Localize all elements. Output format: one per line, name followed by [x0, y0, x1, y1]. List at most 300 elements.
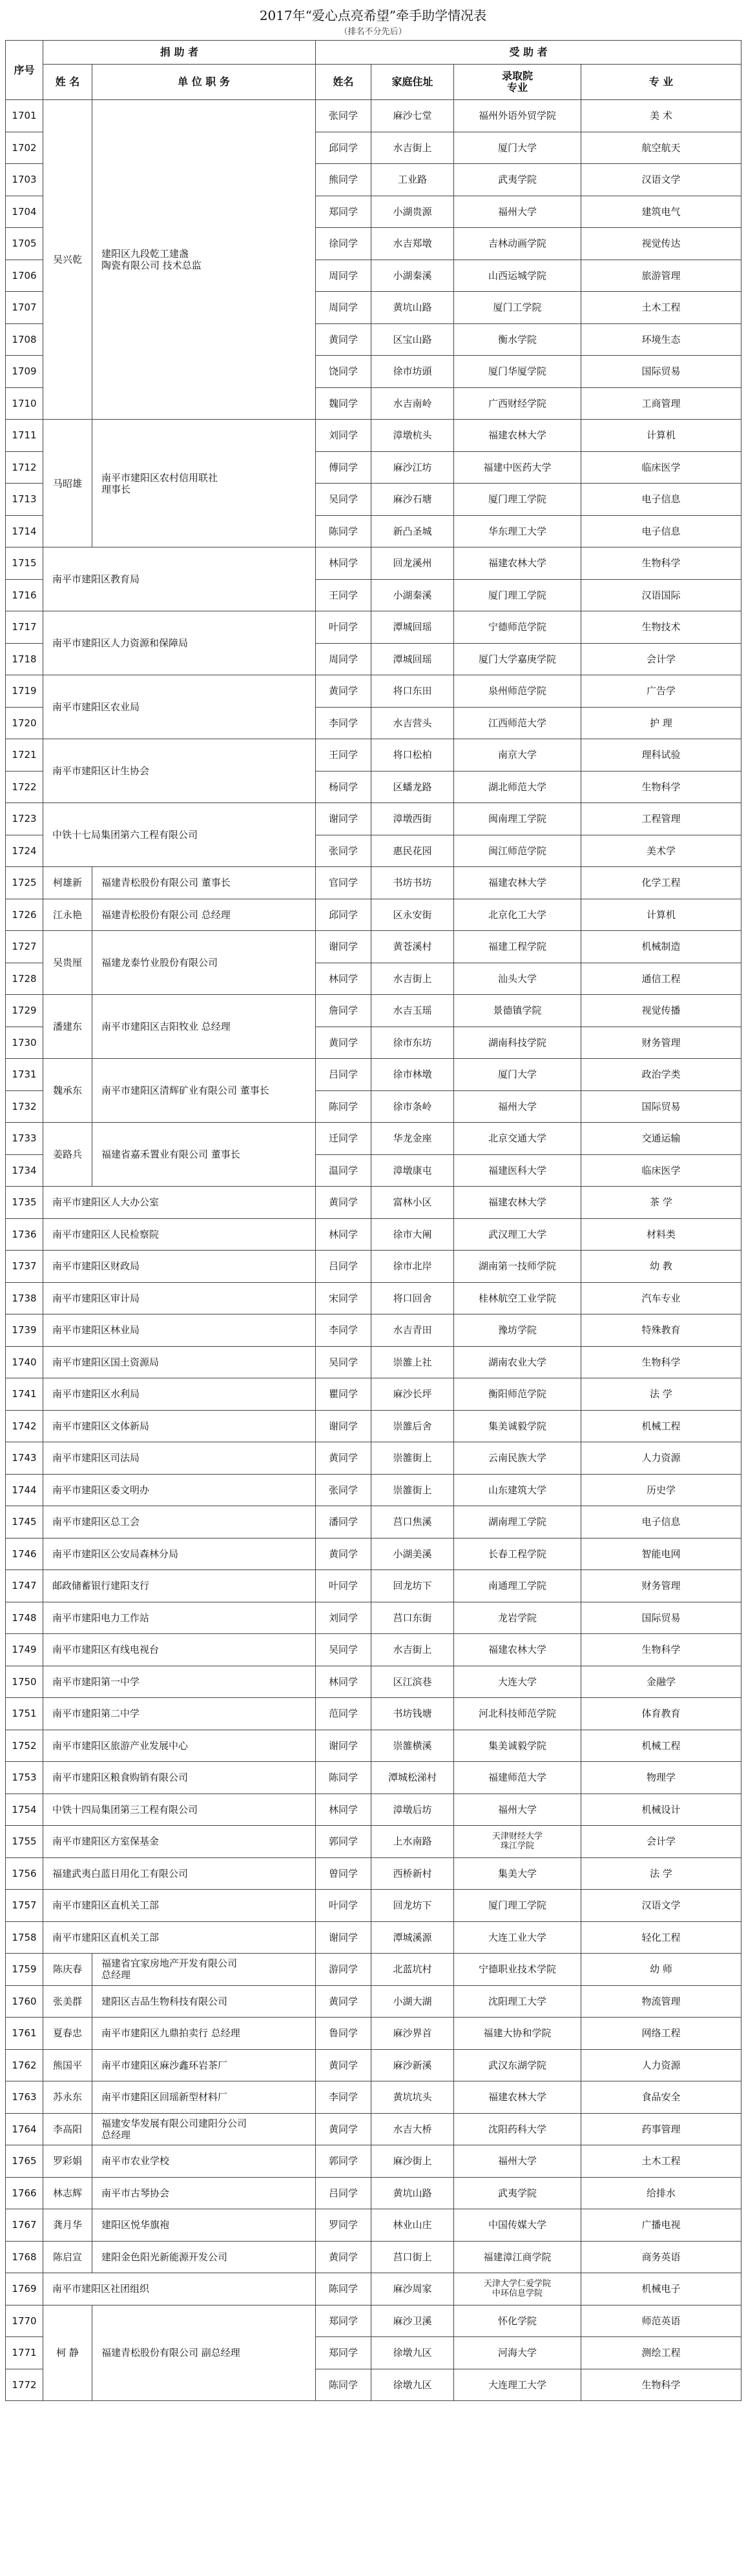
recipient-major: 生物科学 — [581, 771, 741, 803]
donor-name: 苏永东 — [43, 2081, 92, 2114]
recipient-school: 湖南理工学院 — [454, 1506, 581, 1538]
donor-org: 南平市农业学校 — [92, 2145, 316, 2178]
recipient-name: 曾同学 — [316, 1857, 371, 1890]
donor-name: 陈启宣 — [43, 2241, 92, 2273]
donor-org: 建阳金色阳光新能源开发公司 — [92, 2241, 316, 2273]
recipient-name: 吕同学 — [316, 1059, 371, 1091]
recipient-name: 黄同学 — [316, 1442, 371, 1475]
recipient-school: 福建大协和学院 — [454, 2018, 581, 2050]
row-seq: 1763 — [6, 2081, 43, 2114]
recipient-major: 环境生态 — [581, 323, 741, 356]
table-row — [6, 1730, 741, 1762]
recipient-name: 叶同学 — [316, 611, 371, 644]
recipient-major: 体育教育 — [581, 1698, 741, 1730]
row-seq: 1725 — [6, 867, 43, 899]
recipient-name: 詹同学 — [316, 995, 371, 1027]
recipient-name: 李同学 — [316, 1314, 371, 1347]
donor-org: 南平市建阳第一中学 — [43, 1666, 316, 1698]
row-seq: 1708 — [6, 323, 43, 356]
recipient-school: 沈阳理工大学 — [454, 1985, 581, 2018]
recipient-name: 吴同学 — [316, 1634, 371, 1666]
recipient-address: 西桥新村 — [371, 1857, 454, 1890]
row-seq: 1705 — [6, 228, 43, 260]
recipient-name: 周同学 — [316, 260, 371, 292]
recipient-address: 小湖美溪 — [371, 1538, 454, 1570]
recipient-major: 临床医学 — [581, 451, 741, 484]
recipient-name: 范同学 — [316, 1698, 371, 1730]
table-row — [6, 2177, 741, 2209]
donor-org: 福建省宜家房地产开发有限公司 总经理 — [92, 1954, 316, 1986]
table-row — [6, 2049, 741, 2081]
table-row — [6, 1857, 741, 1890]
recipient-address: 莒口焦溪 — [371, 1506, 454, 1538]
recipient-address: 徐市东坊 — [371, 1027, 454, 1059]
recipient-major: 机械工程 — [581, 1730, 741, 1762]
recipient-address: 漳墩杭头 — [371, 420, 454, 452]
recipient-name: 黄同学 — [316, 1538, 371, 1570]
recipient-school: 豫坊学院 — [454, 1314, 581, 1347]
donor-org: 福建青松股份有限公司 副总经理 — [92, 2305, 316, 2401]
recipient-name: 熊同学 — [316, 164, 371, 196]
recipient-school: 武夷学院 — [454, 2177, 581, 2209]
recipient-major: 旅游管理 — [581, 260, 741, 292]
row-seq: 1713 — [6, 484, 43, 516]
row-seq: 1741 — [6, 1378, 43, 1411]
recipient-address: 水吉玉瑶 — [371, 995, 454, 1027]
row-seq: 1762 — [6, 2049, 43, 2081]
row-seq: 1731 — [6, 1059, 43, 1091]
row-seq: 1730 — [6, 1027, 43, 1059]
recipient-address: 麻沙江坊 — [371, 451, 454, 484]
recipient-major: 国际贸易 — [581, 1090, 741, 1123]
table-row — [6, 1187, 741, 1219]
recipient-school: 福建农林大学 — [454, 547, 581, 580]
recipient-name: 饶同学 — [316, 356, 371, 388]
recipient-school: 厦门理工学院 — [454, 484, 581, 516]
donor-name: 魏承东 — [43, 1059, 92, 1123]
donor-org: 中铁十七局集团第六工程有限公司 — [43, 803, 316, 867]
col-header-donor-name: 姓 名 — [43, 65, 92, 100]
row-seq: 1752 — [6, 1730, 43, 1762]
recipient-school: 福州大学 — [454, 2145, 581, 2178]
recipient-school: 汕头大学 — [454, 963, 581, 995]
table-row — [6, 2209, 741, 2242]
donor-org: 福建省嘉禾置业有限公司 董事长 — [92, 1123, 316, 1187]
recipient-major: 人力资源 — [581, 1442, 741, 1475]
donor-org: 建阳区九段乾工建盏 陶瓷有限公司 技术总监 — [92, 100, 316, 420]
recipient-name: 鲁同学 — [316, 2018, 371, 2050]
donor-org: 南平市建阳区计生协会 — [43, 739, 316, 803]
row-seq: 1715 — [6, 547, 43, 580]
recipient-address: 小湖秦溪 — [371, 260, 454, 292]
donor-org: 南平市建阳区直机关工部 — [43, 1921, 316, 1954]
row-seq: 1742 — [6, 1410, 43, 1442]
recipient-school: 厦门理工学院 — [454, 1890, 581, 1922]
recipient-school: 宁德职业技术学院 — [454, 1954, 581, 1986]
donor-name: 柯雄新 — [43, 867, 92, 899]
col-header-name: 姓名 — [316, 65, 371, 100]
recipient-school: 大连理工大学 — [454, 2369, 581, 2401]
donor-org: 南平市建阳区农村信用联社 理事长 — [92, 420, 316, 547]
recipient-name: 吴同学 — [316, 484, 371, 516]
row-seq: 1734 — [6, 1154, 43, 1187]
recipient-name: 张同学 — [316, 835, 371, 867]
donor-name: 陈庆春 — [43, 1954, 92, 1986]
donor-name: 熊国平 — [43, 2049, 92, 2081]
table-row — [6, 611, 741, 644]
table-row — [6, 2273, 741, 2305]
recipient-name: 黄同学 — [316, 2113, 371, 2145]
recipient-address: 黄坑山路 — [371, 292, 454, 324]
table-row — [6, 1634, 741, 1666]
row-seq: 1744 — [6, 1474, 43, 1506]
row-seq: 1716 — [6, 579, 43, 611]
page-subtitle: （排名不分先后） — [339, 27, 407, 37]
recipient-name: 黄同学 — [316, 1985, 371, 2018]
recipient-address: 区宝山路 — [371, 323, 454, 356]
donor-org: 福建武夷白蓝日用化工有限公司 — [43, 1857, 316, 1890]
table-row — [6, 1059, 741, 1091]
donor-org: 南平市建阳区司法局 — [43, 1442, 316, 1475]
table-row — [6, 1826, 741, 1858]
recipient-major: 网络工程 — [581, 2018, 741, 2050]
table-row — [6, 1985, 741, 2018]
recipient-address: 莒口街上 — [371, 2241, 454, 2273]
donor-name: 罗彩娟 — [43, 2145, 92, 2178]
table-row — [6, 100, 741, 132]
table-row — [6, 1410, 741, 1442]
recipient-major: 生物科学 — [581, 1634, 741, 1666]
table-row — [6, 1602, 741, 1634]
recipient-major: 历史学 — [581, 1474, 741, 1506]
table-row — [6, 739, 741, 772]
recipient-name: 黄同学 — [316, 2241, 371, 2273]
recipient-name: 郑同学 — [316, 2337, 371, 2369]
recipient-school: 南京大学 — [454, 739, 581, 772]
recipient-school: 湖南科技学院 — [454, 1027, 581, 1059]
recipient-school: 集美大学 — [454, 1857, 581, 1890]
table-row — [6, 1921, 741, 1954]
recipient-school: 云南民族大学 — [454, 1442, 581, 1475]
col-header-donor-group: 捐 助 者 — [43, 41, 316, 65]
donor-name: 林志辉 — [43, 2177, 92, 2209]
table-row — [6, 2241, 741, 2273]
recipient-name: 温同学 — [316, 1154, 371, 1187]
row-seq: 1729 — [6, 995, 43, 1027]
recipient-address: 水吉郑墩 — [371, 228, 454, 260]
recipient-school: 福建农林大学 — [454, 867, 581, 899]
recipient-address: 麻沙界首 — [371, 2018, 454, 2050]
table-row — [6, 899, 741, 931]
recipient-name: 迁同学 — [316, 1123, 371, 1155]
row-seq: 1703 — [6, 164, 43, 196]
recipient-address: 小湖秦溪 — [371, 579, 454, 611]
row-seq: 1739 — [6, 1314, 43, 1347]
recipient-school: 福建农林大学 — [454, 1634, 581, 1666]
recipient-name: 张同学 — [316, 100, 371, 132]
table-row — [6, 547, 741, 580]
recipient-name: 王同学 — [316, 739, 371, 772]
table-row — [6, 420, 741, 452]
donor-org: 南平市建阳区财政局 — [43, 1251, 316, 1283]
recipient-name: 李同学 — [316, 707, 371, 739]
recipient-address: 徐市林墩 — [371, 1059, 454, 1091]
recipient-name: 林同学 — [316, 1794, 371, 1826]
row-seq: 1728 — [6, 963, 43, 995]
recipient-address: 麻沙长坪 — [371, 1378, 454, 1411]
recipient-major: 食品安全 — [581, 2081, 741, 2114]
table-row — [6, 995, 741, 1027]
row-seq: 1736 — [6, 1218, 43, 1251]
recipient-address: 工业路 — [371, 164, 454, 196]
row-seq: 1770 — [6, 2305, 43, 2337]
recipient-major: 交通运输 — [581, 1123, 741, 1155]
recipient-address: 麻沙石塘 — [371, 484, 454, 516]
donor-org: 南平市建阳区九鼎拍卖行 总经理 — [92, 2018, 316, 2050]
donor-org: 南平市建阳区总工会 — [43, 1506, 316, 1538]
table-row — [6, 1954, 741, 1986]
row-seq: 1727 — [6, 931, 43, 963]
row-seq: 1704 — [6, 196, 43, 228]
recipient-address: 区蟠龙路 — [371, 771, 454, 803]
recipient-name: 王同学 — [316, 579, 371, 611]
table-row — [6, 1538, 741, 1570]
table-row — [6, 1762, 741, 1794]
recipient-name: 傅同学 — [316, 451, 371, 484]
row-seq: 1711 — [6, 420, 43, 452]
donor-org: 建阳区吉品生物科技有限公司 — [92, 1985, 316, 2018]
recipient-school: 厦门理工学院 — [454, 579, 581, 611]
row-seq: 1756 — [6, 1857, 43, 1890]
row-seq: 1726 — [6, 899, 43, 931]
row-seq: 1750 — [6, 1666, 43, 1698]
recipient-major: 给排水 — [581, 2177, 741, 2209]
recipient-major: 广告学 — [581, 675, 741, 708]
donor-org: 福建安华发展有限公司建阳分公司 总经理 — [92, 2113, 316, 2145]
recipient-address: 将口回舍 — [371, 1282, 454, 1314]
table-row — [6, 2305, 741, 2337]
recipient-major: 化学工程 — [581, 867, 741, 899]
row-seq: 1767 — [6, 2209, 43, 2242]
recipient-school: 厦门大学 — [454, 1059, 581, 1091]
recipient-major: 生物技术 — [581, 611, 741, 644]
donor-org: 南平市建阳区水利局 — [43, 1378, 316, 1411]
col-header-seq: 序号 — [6, 41, 43, 100]
recipient-school: 福建农林大学 — [454, 2081, 581, 2114]
recipient-major: 财务管理 — [581, 1570, 741, 1602]
table-row — [6, 1794, 741, 1826]
recipient-address: 水吉青田 — [371, 1314, 454, 1347]
donor-org: 中铁十四局集团第三工程有限公司 — [43, 1794, 316, 1826]
recipient-school: 厦门大学 — [454, 132, 581, 164]
donor-org: 邮政储蓄银行建阳支行 — [43, 1570, 316, 1602]
recipient-name: 陈同学 — [316, 2369, 371, 2401]
recipient-school: 华东理工大学 — [454, 515, 581, 547]
recipient-major: 生物科学 — [581, 2369, 741, 2401]
recipient-address: 林业山庄 — [371, 2209, 454, 2242]
recipient-major: 电子信息 — [581, 484, 741, 516]
table-row — [6, 803, 741, 835]
recipient-address: 回龙溪州 — [371, 547, 454, 580]
recipient-name: 周同学 — [316, 643, 371, 675]
recipient-name: 吕同学 — [316, 1251, 371, 1283]
donor-org: 南平市建阳区文体新局 — [43, 1410, 316, 1442]
recipient-major: 测绘工程 — [581, 2337, 741, 2369]
recipient-address: 将口东田 — [371, 675, 454, 708]
recipient-school: 吉林动画学院 — [454, 228, 581, 260]
table-body — [6, 100, 741, 2401]
table-row — [6, 1314, 741, 1347]
donor-org: 南平市建阳区人力资源和保障局 — [43, 611, 316, 675]
col-header-address: 家庭住址 — [371, 65, 454, 100]
recipient-address: 水吉营头 — [371, 707, 454, 739]
recipient-school: 武夷学院 — [454, 164, 581, 196]
recipient-address: 北蓝坑村 — [371, 1954, 454, 1986]
row-seq: 1766 — [6, 2177, 43, 2209]
recipient-major: 电子信息 — [581, 515, 741, 547]
table-row — [6, 2018, 741, 2050]
donor-org: 南平市建阳区社团组织 — [43, 2273, 316, 2305]
row-seq: 1733 — [6, 1123, 43, 1155]
donor-name: 张美群 — [43, 1985, 92, 2018]
recipient-school: 福州大学 — [454, 1090, 581, 1123]
recipient-school: 湖南第一技师学院 — [454, 1251, 581, 1283]
recipient-address: 徐市坊頭 — [371, 356, 454, 388]
recipient-name: 周同学 — [316, 292, 371, 324]
recipient-major: 工程管理 — [581, 803, 741, 835]
row-seq: 1710 — [6, 387, 43, 420]
recipient-major: 生物科学 — [581, 547, 741, 580]
recipient-major: 人力资源 — [581, 2049, 741, 2081]
recipient-address: 区江滨巷 — [371, 1666, 454, 1698]
recipient-major: 汉语文学 — [581, 1890, 741, 1922]
recipient-major: 机械制造 — [581, 931, 741, 963]
recipient-address: 徐墩九区 — [371, 2337, 454, 2369]
recipient-name: 张同学 — [316, 1474, 371, 1506]
recipient-school: 沈阳药科大学 — [454, 2113, 581, 2145]
table-row — [6, 1698, 741, 1730]
row-seq: 1760 — [6, 1985, 43, 2018]
recipient-major: 机械工程 — [581, 1410, 741, 1442]
row-seq: 1765 — [6, 2145, 43, 2178]
recipient-major: 国际贸易 — [581, 1602, 741, 1634]
recipient-name: 谢同学 — [316, 1410, 371, 1442]
row-seq: 1751 — [6, 1698, 43, 1730]
recipient-address: 黄坑山路 — [371, 2177, 454, 2209]
recipient-major: 轻化工程 — [581, 1921, 741, 1954]
row-seq: 1702 — [6, 132, 43, 164]
recipient-school: 福建农林大学 — [454, 420, 581, 452]
recipient-major: 电子信息 — [581, 1506, 741, 1538]
row-seq: 1759 — [6, 1954, 43, 1986]
row-seq: 1735 — [6, 1187, 43, 1219]
recipient-name: 邱同学 — [316, 132, 371, 164]
row-seq: 1721 — [6, 739, 43, 772]
recipient-address: 书坊钱塘 — [371, 1698, 454, 1730]
recipient-school: 河海大学 — [454, 2337, 581, 2369]
recipient-school: 福建中医药大学 — [454, 451, 581, 484]
donor-org: 南平市建阳区清辉矿业有限公司 董事长 — [92, 1059, 316, 1123]
recipient-name: 刘同学 — [316, 1602, 371, 1634]
recipient-school: 福建农林大学 — [454, 1187, 581, 1219]
recipient-address: 黄坑坑头 — [371, 2081, 454, 2114]
recipient-address: 徐市条岭 — [371, 1090, 454, 1123]
row-seq: 1772 — [6, 2369, 43, 2401]
donor-name: 潘建东 — [43, 995, 92, 1059]
recipient-address: 华龙金座 — [371, 1123, 454, 1155]
recipient-address: 麻沙卫溪 — [371, 2305, 454, 2337]
recipient-major: 茶 学 — [581, 1187, 741, 1219]
row-seq: 1746 — [6, 1538, 43, 1570]
donor-org: 南平市建阳区人大办公室 — [43, 1187, 316, 1219]
recipient-major: 建筑电气 — [581, 196, 741, 228]
recipient-major: 政治学类 — [581, 1059, 741, 1091]
table-row — [6, 1282, 741, 1314]
recipient-address: 水吉大桥 — [371, 2113, 454, 2145]
recipient-address: 莒口东街 — [371, 1602, 454, 1634]
recipient-address: 小湖大湖 — [371, 1985, 454, 2018]
recipient-address: 漳墩康屯 — [371, 1154, 454, 1187]
recipient-major: 会计学 — [581, 1826, 741, 1858]
donor-name: 李高阳 — [43, 2113, 92, 2145]
table-row — [6, 2081, 741, 2114]
recipient-major: 财务管理 — [581, 1027, 741, 1059]
recipient-name: 林同学 — [316, 1218, 371, 1251]
page-title: 2017年“爱心点亮希望”牵手助学情况表 — [259, 8, 487, 23]
recipient-school: 闽江师范学院 — [454, 835, 581, 867]
assistance-table — [5, 40, 741, 2401]
recipient-name: 郭同学 — [316, 2145, 371, 2178]
table-row — [6, 1218, 741, 1251]
donor-org: 南平市建阳区林业局 — [43, 1314, 316, 1347]
recipient-name: 陈同学 — [316, 1762, 371, 1794]
col-header-donor-org: 单 位 职 务 — [92, 65, 316, 100]
recipient-major: 会计学 — [581, 643, 741, 675]
recipient-major: 物流管理 — [581, 1985, 741, 2018]
recipient-name: 游同学 — [316, 1954, 371, 1986]
table-row — [6, 931, 741, 963]
recipient-name: 谢同学 — [316, 1730, 371, 1762]
recipient-school: 龙岩学院 — [454, 1602, 581, 1634]
recipient-address: 崇雒上社 — [371, 1346, 454, 1378]
recipient-major: 土木工程 — [581, 292, 741, 324]
recipient-school: 广西财经学院 — [454, 387, 581, 420]
recipient-name: 黄同学 — [316, 323, 371, 356]
recipient-major: 法 学 — [581, 1857, 741, 1890]
donor-org: 南平市建阳区方室保基金 — [43, 1826, 316, 1858]
recipient-school: 厦门华厦学院 — [454, 356, 581, 388]
recipient-address: 麻沙新溪 — [371, 2049, 454, 2081]
table-row — [6, 1346, 741, 1378]
donor-org: 南平市建阳区委文明办 — [43, 1474, 316, 1506]
recipient-school: 南通理工学院 — [454, 1570, 581, 1602]
donor-org: 南平市建阳区国土资源局 — [43, 1346, 316, 1378]
table-row — [6, 1474, 741, 1506]
recipient-school: 福建漳江商学院 — [454, 2241, 581, 2273]
recipient-address: 上水南路 — [371, 1826, 454, 1858]
table-row — [6, 1666, 741, 1698]
donor-org: 南平市建阳区有线电视台 — [43, 1634, 316, 1666]
recipient-address: 潭城回瑶 — [371, 643, 454, 675]
recipient-major: 材料类 — [581, 1218, 741, 1251]
recipient-major: 土木工程 — [581, 2145, 741, 2178]
recipient-name: 宋同学 — [316, 1282, 371, 1314]
col-header-major: 专 业 — [581, 65, 741, 100]
recipient-name: 邱同学 — [316, 899, 371, 931]
recipient-major: 机械设计 — [581, 1794, 741, 1826]
recipient-school: 武汉理工大学 — [454, 1218, 581, 1251]
recipient-name: 郑同学 — [316, 2305, 371, 2337]
